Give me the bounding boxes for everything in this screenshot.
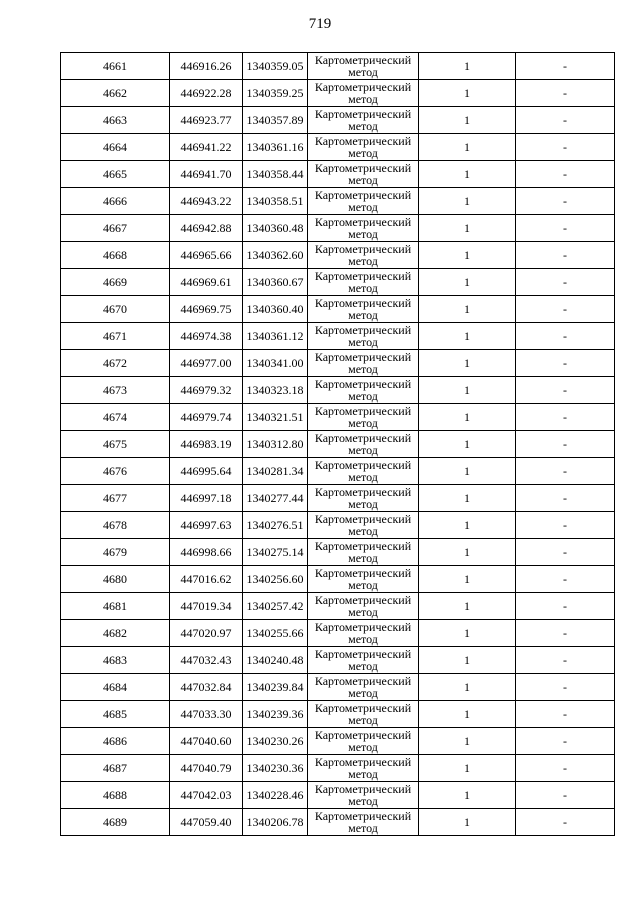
method-line-2: метод (348, 605, 378, 619)
coordinates-table (60, 52, 615, 836)
method-cell (308, 323, 419, 350)
table-row (61, 701, 615, 728)
value-cell: 1 (419, 539, 516, 566)
method-line-2: метод (348, 92, 378, 106)
method-line-1: Картометрический (314, 404, 412, 418)
y-coordinate-cell: 1340341.00 (243, 350, 308, 377)
method-cell (308, 242, 419, 269)
y-coordinate-cell: 1340360.40 (243, 296, 308, 323)
method-cell (308, 755, 419, 782)
table-row (61, 404, 615, 431)
y-coordinate-cell: 1340360.48 (243, 215, 308, 242)
description-cell: - (516, 512, 615, 539)
method-line-2: метод (348, 578, 378, 592)
description-cell: - (516, 566, 615, 593)
x-coordinate-cell: 447040.79 (170, 755, 243, 782)
method-cell (308, 431, 419, 458)
method-line-2: метод (348, 200, 378, 214)
method-cell (308, 215, 419, 242)
method-line-2: метод (348, 470, 378, 484)
value-cell: 1 (419, 809, 516, 836)
y-coordinate-cell: 1340362.60 (243, 242, 308, 269)
method-line-2: метод (348, 254, 378, 268)
x-coordinate-cell: 446977.00 (170, 350, 243, 377)
point-number-cell: 4665 (61, 161, 170, 188)
x-coordinate-cell: 446942.88 (170, 215, 243, 242)
x-coordinate-cell: 446983.19 (170, 431, 243, 458)
value-cell: 1 (419, 350, 516, 377)
method-line-2: метод (348, 794, 378, 808)
method-line-2: метод (348, 416, 378, 430)
table-row (61, 782, 615, 809)
description-cell: - (516, 215, 615, 242)
point-number-cell: 4679 (61, 539, 170, 566)
value-cell: 1 (419, 242, 516, 269)
value-cell: 1 (419, 377, 516, 404)
method-cell (308, 134, 419, 161)
method-line-2: метод (348, 551, 378, 565)
x-coordinate-cell: 446965.66 (170, 242, 243, 269)
value-cell: 1 (419, 647, 516, 674)
point-number-cell: 4674 (61, 404, 170, 431)
method-line-2: метод (348, 389, 378, 403)
x-coordinate-cell: 446916.26 (170, 53, 243, 80)
description-cell: - (516, 377, 615, 404)
value-cell: 1 (419, 134, 516, 161)
table-row (61, 188, 615, 215)
y-coordinate-cell: 1340361.12 (243, 323, 308, 350)
table-row (61, 296, 615, 323)
table-row (61, 674, 615, 701)
method-line-1: Картометрический (314, 512, 412, 526)
value-cell: 1 (419, 296, 516, 323)
method-line-1: Картометрический (314, 377, 412, 391)
method-line-1: Картометрический (314, 53, 412, 67)
method-line-1: Картометрический (314, 566, 412, 580)
y-coordinate-cell: 1340276.51 (243, 512, 308, 539)
method-line-2: метод (348, 65, 378, 79)
description-cell: - (516, 728, 615, 755)
table-row (61, 809, 615, 836)
method-cell (308, 53, 419, 80)
x-coordinate-cell: 447040.60 (170, 728, 243, 755)
method-line-2: метод (348, 281, 378, 295)
table-row (61, 539, 615, 566)
method-line-2: метод (348, 713, 378, 727)
point-number-cell: 4668 (61, 242, 170, 269)
table-row (61, 269, 615, 296)
description-cell: - (516, 809, 615, 836)
y-coordinate-cell: 1340206.78 (243, 809, 308, 836)
method-line-2: метод (348, 686, 378, 700)
method-line-1: Картометрический (314, 431, 412, 445)
table-row (61, 377, 615, 404)
method-line-1: Картометрический (314, 701, 412, 715)
y-coordinate-cell: 1340240.48 (243, 647, 308, 674)
table-row (61, 53, 615, 80)
table-row (61, 323, 615, 350)
x-coordinate-cell: 446997.18 (170, 485, 243, 512)
method-cell (308, 539, 419, 566)
method-cell (308, 350, 419, 377)
y-coordinate-cell: 1340361.16 (243, 134, 308, 161)
x-coordinate-cell: 446923.77 (170, 107, 243, 134)
point-number-cell: 4689 (61, 809, 170, 836)
method-cell (308, 566, 419, 593)
x-coordinate-cell: 447042.03 (170, 782, 243, 809)
x-coordinate-cell: 447033.30 (170, 701, 243, 728)
point-number-cell: 4688 (61, 782, 170, 809)
point-number-cell: 4682 (61, 620, 170, 647)
method-cell (308, 458, 419, 485)
point-number-cell: 4666 (61, 188, 170, 215)
y-coordinate-cell: 1340257.42 (243, 593, 308, 620)
method-line-2: метод (348, 821, 378, 835)
method-line-2: метод (348, 227, 378, 241)
method-cell (308, 161, 419, 188)
method-line-1: Картометрический (314, 215, 412, 229)
y-coordinate-cell: 1340323.18 (243, 377, 308, 404)
description-cell: - (516, 593, 615, 620)
x-coordinate-cell: 446974.38 (170, 323, 243, 350)
description-cell: - (516, 53, 615, 80)
point-number-cell: 4662 (61, 80, 170, 107)
description-cell: - (516, 485, 615, 512)
x-coordinate-cell: 447059.40 (170, 809, 243, 836)
method-cell (308, 674, 419, 701)
point-number-cell: 4677 (61, 485, 170, 512)
method-line-1: Картометрический (314, 134, 412, 148)
value-cell: 1 (419, 215, 516, 242)
method-cell (308, 647, 419, 674)
value-cell: 1 (419, 80, 516, 107)
point-number-cell: 4669 (61, 269, 170, 296)
value-cell: 1 (419, 269, 516, 296)
point-number-cell: 4664 (61, 134, 170, 161)
description-cell: - (516, 620, 615, 647)
description-cell: - (516, 242, 615, 269)
method-line-1: Картометрический (314, 350, 412, 364)
y-coordinate-cell: 1340230.26 (243, 728, 308, 755)
method-line-1: Картометрический (314, 647, 412, 661)
method-cell (308, 404, 419, 431)
x-coordinate-cell: 446941.22 (170, 134, 243, 161)
point-number-cell: 4667 (61, 215, 170, 242)
description-cell: - (516, 647, 615, 674)
description-cell: - (516, 404, 615, 431)
description-cell: - (516, 782, 615, 809)
method-line-1: Картометрический (314, 620, 412, 634)
method-line-1: Картометрический (314, 728, 412, 742)
method-line-1: Картометрический (314, 242, 412, 256)
method-line-2: метод (348, 632, 378, 646)
table-row (61, 620, 615, 647)
value-cell: 1 (419, 107, 516, 134)
method-line-1: Картометрический (314, 593, 412, 607)
y-coordinate-cell: 1340230.36 (243, 755, 308, 782)
x-coordinate-cell: 446969.61 (170, 269, 243, 296)
x-coordinate-cell: 446943.22 (170, 188, 243, 215)
value-cell: 1 (419, 161, 516, 188)
y-coordinate-cell: 1340358.51 (243, 188, 308, 215)
y-coordinate-cell: 1340228.46 (243, 782, 308, 809)
x-coordinate-cell: 446995.64 (170, 458, 243, 485)
value-cell: 1 (419, 188, 516, 215)
point-number-cell: 4670 (61, 296, 170, 323)
x-coordinate-cell: 447032.43 (170, 647, 243, 674)
description-cell: - (516, 431, 615, 458)
table-row (61, 593, 615, 620)
point-number-cell: 4685 (61, 701, 170, 728)
method-cell (308, 593, 419, 620)
y-coordinate-cell: 1340277.44 (243, 485, 308, 512)
method-line-2: метод (348, 308, 378, 322)
method-line-2: метод (348, 173, 378, 187)
method-line-2: метод (348, 362, 378, 376)
y-coordinate-cell: 1340312.80 (243, 431, 308, 458)
point-number-cell: 4672 (61, 350, 170, 377)
table-row (61, 512, 615, 539)
description-cell: - (516, 350, 615, 377)
x-coordinate-cell: 446998.66 (170, 539, 243, 566)
method-cell (308, 107, 419, 134)
x-coordinate-cell: 447016.62 (170, 566, 243, 593)
table-row (61, 566, 615, 593)
y-coordinate-cell: 1340358.44 (243, 161, 308, 188)
x-coordinate-cell: 446941.70 (170, 161, 243, 188)
table-row (61, 728, 615, 755)
method-line-1: Картометрический (314, 458, 412, 472)
method-cell (308, 188, 419, 215)
point-number-cell: 4686 (61, 728, 170, 755)
table-row (61, 350, 615, 377)
method-cell (308, 512, 419, 539)
x-coordinate-cell: 446997.63 (170, 512, 243, 539)
method-line-1: Картометрический (314, 674, 412, 688)
x-coordinate-cell: 446979.32 (170, 377, 243, 404)
value-cell: 1 (419, 782, 516, 809)
x-coordinate-cell: 446922.28 (170, 80, 243, 107)
x-coordinate-cell: 447032.84 (170, 674, 243, 701)
value-cell: 1 (419, 512, 516, 539)
description-cell: - (516, 269, 615, 296)
y-coordinate-cell: 1340357.89 (243, 107, 308, 134)
method-cell (308, 701, 419, 728)
value-cell: 1 (419, 404, 516, 431)
description-cell: - (516, 188, 615, 215)
method-line-1: Картометрический (314, 782, 412, 796)
description-cell: - (516, 755, 615, 782)
y-coordinate-cell: 1340239.84 (243, 674, 308, 701)
method-cell (308, 269, 419, 296)
value-cell: 1 (419, 593, 516, 620)
point-number-cell: 4671 (61, 323, 170, 350)
description-cell: - (516, 80, 615, 107)
method-line-1: Картометрический (314, 188, 412, 202)
table-row (61, 80, 615, 107)
x-coordinate-cell: 446969.75 (170, 296, 243, 323)
method-line-1: Картометрический (314, 161, 412, 175)
value-cell: 1 (419, 728, 516, 755)
table-row (61, 107, 615, 134)
method-line-2: метод (348, 335, 378, 349)
table-row (61, 755, 615, 782)
description-cell: - (516, 323, 615, 350)
description-cell: - (516, 539, 615, 566)
point-number-cell: 4683 (61, 647, 170, 674)
method-cell (308, 80, 419, 107)
table-row (61, 431, 615, 458)
y-coordinate-cell: 1340321.51 (243, 404, 308, 431)
method-line-2: метод (348, 524, 378, 538)
method-line-1: Картометрический (314, 323, 412, 337)
value-cell: 1 (419, 323, 516, 350)
method-cell (308, 728, 419, 755)
y-coordinate-cell: 1340275.14 (243, 539, 308, 566)
method-line-1: Картометрический (314, 755, 412, 769)
table-row (61, 458, 615, 485)
table-row (61, 647, 615, 674)
method-line-2: метод (348, 740, 378, 754)
value-cell: 1 (419, 701, 516, 728)
method-cell (308, 782, 419, 809)
point-number-cell: 4680 (61, 566, 170, 593)
page-number: 719 (308, 16, 332, 32)
method-line-2: метод (348, 767, 378, 781)
point-number-cell: 4684 (61, 674, 170, 701)
point-number-cell: 4673 (61, 377, 170, 404)
method-line-1: Картометрический (314, 269, 412, 283)
method-line-2: метод (348, 146, 378, 160)
method-line-1: Картометрический (314, 809, 412, 823)
method-cell (308, 296, 419, 323)
description-cell: - (516, 674, 615, 701)
method-line-1: Картометрический (314, 80, 412, 94)
table-row (61, 242, 615, 269)
point-number-cell: 4676 (61, 458, 170, 485)
method-line-2: метод (348, 497, 378, 511)
value-cell: 1 (419, 431, 516, 458)
table-row (61, 134, 615, 161)
method-line-2: метод (348, 119, 378, 133)
value-cell: 1 (419, 620, 516, 647)
y-coordinate-cell: 1340281.34 (243, 458, 308, 485)
y-coordinate-cell: 1340359.05 (243, 53, 308, 80)
point-number-cell: 4675 (61, 431, 170, 458)
method-cell (308, 485, 419, 512)
y-coordinate-cell: 1340360.67 (243, 269, 308, 296)
method-line-1: Картометрический (314, 539, 412, 553)
x-coordinate-cell: 447019.34 (170, 593, 243, 620)
value-cell: 1 (419, 485, 516, 512)
x-coordinate-cell: 446979.74 (170, 404, 243, 431)
point-number-cell: 4681 (61, 593, 170, 620)
method-cell (308, 809, 419, 836)
value-cell: 1 (419, 53, 516, 80)
x-coordinate-cell: 447020.97 (170, 620, 243, 647)
description-cell: - (516, 161, 615, 188)
method-cell (308, 377, 419, 404)
point-number-cell: 4678 (61, 512, 170, 539)
method-line-1: Картометрический (314, 107, 412, 121)
y-coordinate-cell: 1340359.25 (243, 80, 308, 107)
table-row (61, 485, 615, 512)
point-number-cell: 4687 (61, 755, 170, 782)
point-number-cell: 4663 (61, 107, 170, 134)
value-cell: 1 (419, 566, 516, 593)
point-number-cell: 4661 (61, 53, 170, 80)
method-line-2: метод (348, 659, 378, 673)
method-line-1: Картометрический (314, 296, 412, 310)
description-cell: - (516, 107, 615, 134)
value-cell: 1 (419, 755, 516, 782)
y-coordinate-cell: 1340255.66 (243, 620, 308, 647)
table-row (61, 161, 615, 188)
value-cell: 1 (419, 458, 516, 485)
description-cell: - (516, 458, 615, 485)
value-cell: 1 (419, 674, 516, 701)
method-line-2: метод (348, 443, 378, 457)
table-body (61, 53, 615, 836)
y-coordinate-cell: 1340256.60 (243, 566, 308, 593)
method-line-1: Картометрический (314, 485, 412, 499)
method-cell (308, 620, 419, 647)
description-cell: - (516, 134, 615, 161)
description-cell: - (516, 296, 615, 323)
description-cell: - (516, 701, 615, 728)
table-row (61, 215, 615, 242)
y-coordinate-cell: 1340239.36 (243, 701, 308, 728)
